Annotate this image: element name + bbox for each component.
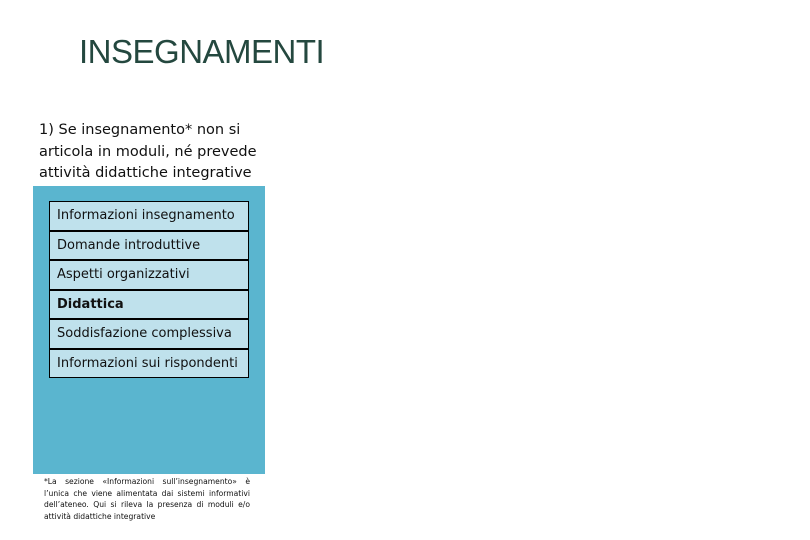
footnote: *La sezione «Informazioni sull’insegnamento» è l’unica che viene alimentata dai sistemi informativi dell’ateneo. Qui si rileva la presenza di moduli e/o attività didattiche integrative bbox=[44, 477, 250, 521]
menu-item-label: Aspetti organizzativi bbox=[57, 267, 190, 283]
page-title: INSEGNAMENTI bbox=[79, 33, 325, 70]
intro-text: 1) Se insegnamento* non si articola in moduli, né prevede attività didattiche integrative bbox=[39, 122, 257, 181]
menu-item-label: Soddisfazione complessiva bbox=[57, 326, 232, 342]
menu-item-informazioni-rispondenti[interactable] bbox=[50, 350, 248, 378]
menu-item-didattica[interactable] bbox=[50, 291, 248, 321]
menu-item-label: Didattica bbox=[57, 296, 124, 312]
menu-item-label: Domande introduttive bbox=[57, 237, 201, 253]
menu-item-label: Informazioni insegnamento bbox=[57, 208, 235, 224]
menu-item-domande-introduttive[interactable] bbox=[50, 232, 248, 262]
menu-item-soddisfazione-complessiva[interactable] bbox=[50, 320, 248, 350]
section-menu bbox=[49, 201, 249, 378]
menu-item-aspetti-organizzativi[interactable] bbox=[50, 261, 248, 291]
menu-item-informazioni-insegnamento[interactable] bbox=[50, 202, 248, 232]
menu-item-label: Informazioni sui rispondenti bbox=[57, 355, 238, 371]
